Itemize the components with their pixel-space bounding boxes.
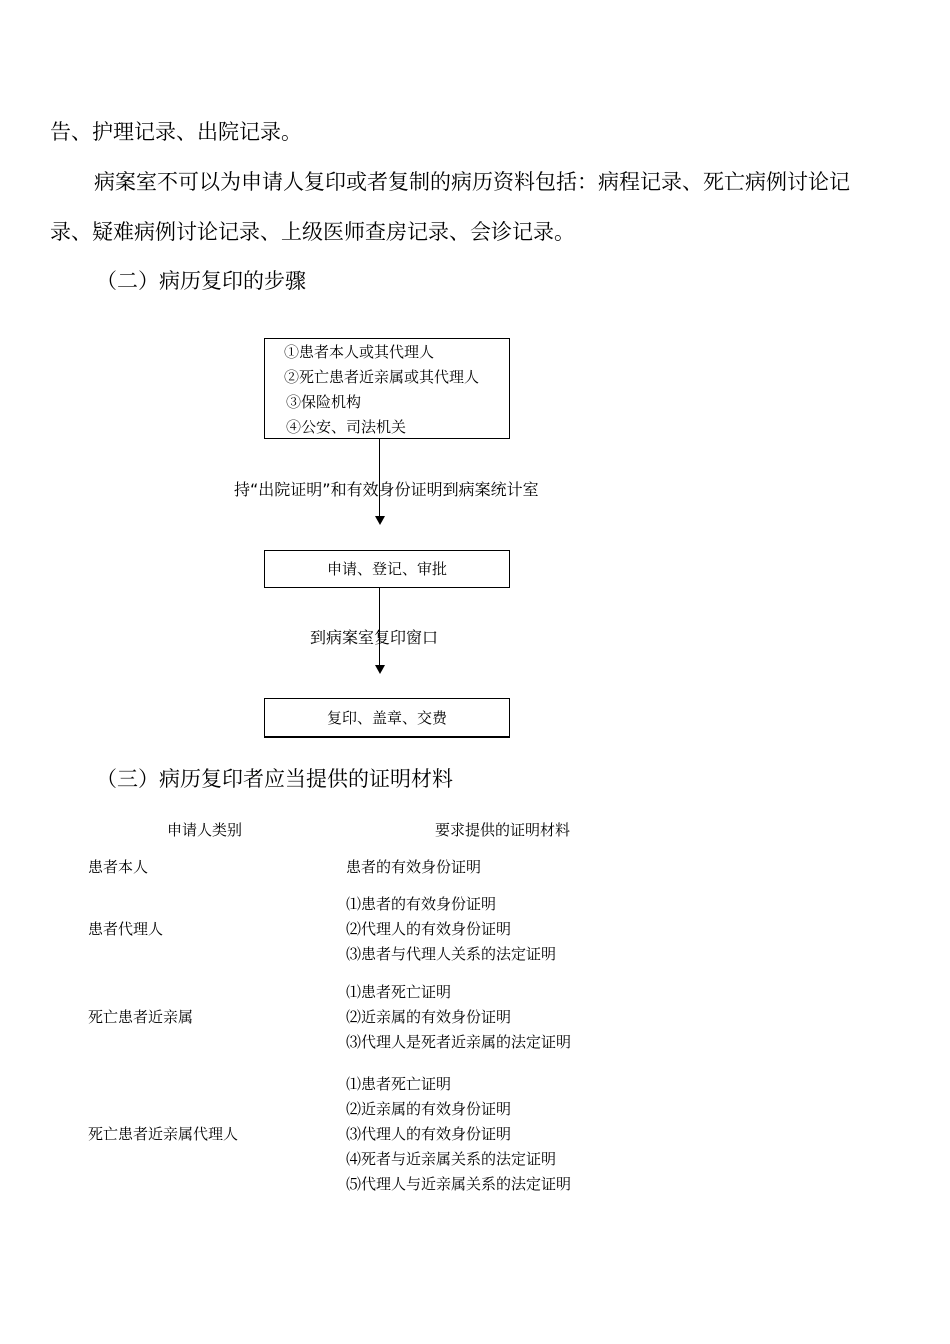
flow-box-text: 复印、盖章、交费 [326,709,447,727]
applicant-item: ②死亡患者近亲属或其代理人 [284,368,480,386]
flow-box-text: 申请、登记、审批 [326,560,447,578]
table-cell-category: 死亡患者近亲属 [88,1008,194,1026]
paragraph-line: 病案室不可以为申请人复印或者复制的病历资料包括：病程记录、死亡病例讨论记 [94,170,850,194]
table-cell-material: ⑴患者死亡证明 [346,1075,452,1093]
table-cell-category: 患者本人 [88,858,149,876]
table-header: 要求提供的证明材料 [435,821,571,839]
applicant-item: ④公安、司法机关 [286,418,407,436]
flow-box-copy [264,698,510,738]
table-cell-material: ⑶代理人的有效身份证明 [346,1125,512,1143]
table-cell-material: ⑵近亲属的有效身份证明 [346,1100,512,1118]
applicant-item: ③保险机构 [286,393,362,411]
flow-connector [379,439,380,517]
section-heading-steps: （二）病历复印的步骤 [96,269,306,293]
paragraph-line: 告、护理记录、出院记录。 [50,120,302,144]
flow-box-register [264,550,510,588]
table-cell-material: 患者的有效身份证明 [346,858,482,876]
table-cell-material: ⑴患者的有效身份证明 [346,895,497,913]
table-cell-material: ⑸代理人与近亲属关系的法定证明 [346,1175,572,1193]
applicant-item: ①患者本人或其代理人 [284,343,435,361]
flow-box-applicants [264,338,510,439]
table-header: 申请人类别 [167,821,243,839]
arrow-down-icon [375,665,385,674]
table-cell-material: ⑵代理人的有效身份证明 [346,920,512,938]
flow-step-label: 持“出院证明”和有效身份证明到病案统计室 [234,480,539,499]
flow-step-label: 到病案室复印窗口 [310,628,439,647]
arrow-down-icon [375,516,385,525]
table-cell-category: 死亡患者近亲属代理人 [88,1125,239,1143]
flow-connector [379,588,380,666]
paragraph-line: 录、疑难病例讨论记录、上级医师查房记录、会诊记录。 [50,220,575,244]
table-cell-material: ⑶患者与代理人关系的法定证明 [346,945,557,963]
table-cell-category: 患者代理人 [88,920,164,938]
table-cell-material: ⑴患者死亡证明 [346,983,452,1001]
table-cell-material: ⑶代理人是死者近亲属的法定证明 [346,1033,572,1051]
table-cell-material: ⑵近亲属的有效身份证明 [346,1008,512,1026]
table-cell-material: ⑷死者与近亲属关系的法定证明 [346,1150,557,1168]
section-heading-materials: （三）病历复印者应当提供的证明材料 [96,767,453,791]
